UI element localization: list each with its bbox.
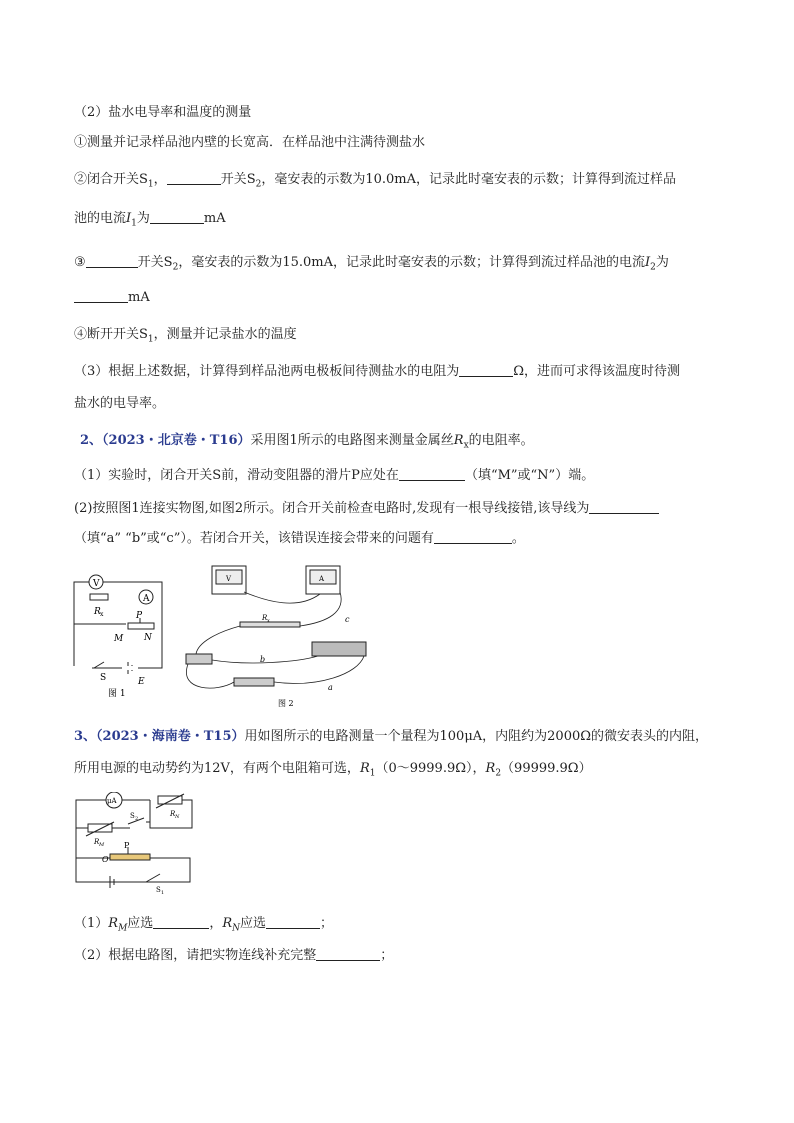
wire-a-label: a: [328, 683, 333, 692]
answer-blank[interactable]: [86, 253, 138, 268]
answer-blank[interactable]: [459, 362, 513, 377]
answer-blank[interactable]: [74, 288, 128, 303]
source-tag: （2023・海南卷・T15）: [96, 729, 245, 744]
p2-step2: ②闭合开关$S_1$， 开关$S_2$，毫安表的示数为10.0mA，记录此时毫安表的示数；计算得到流过样品: [74, 172, 676, 190]
q2-part2: (2)按照图1连接实物图,如图2所示。闭合开关前检查电路时,发现有一根导线接错,该导线为: [74, 499, 659, 519]
answer-blank[interactable]: [150, 209, 204, 224]
fig1-caption: 图 1: [108, 689, 126, 699]
svg-text:M: M: [114, 634, 124, 644]
apparatus-figure-2: [178, 562, 388, 710]
svg-text:1: 1: [161, 890, 165, 896]
svg-text:A: A: [319, 575, 325, 583]
answer-blank[interactable]: [266, 914, 320, 929]
q3-stem-cont: 所用电源的电动势约为12V，有两个电阻箱可选，$R_1(0\sim 9999.9\Omega)$，$R_2(99999.9\Omega)$: [74, 761, 592, 779]
svg-text:N: N: [144, 633, 152, 643]
svg-text:2: 2: [135, 816, 139, 822]
svg-text:R: R: [94, 838, 100, 846]
svg-text:R: R: [170, 810, 176, 818]
answer-blank[interactable]: [589, 499, 659, 514]
svg-text:P: P: [136, 611, 143, 621]
p2-step3-cont: mA: [74, 288, 150, 308]
p2-heading: （2）盐水电导率和温度的测量: [74, 105, 252, 120]
q2-part1: （1）实验时，闭合开关S前，滑动变阻器的滑片P应处在 （填“M”或“N”）端。: [74, 468, 595, 483]
voltmeter-label: V: [93, 579, 100, 589]
fig2-caption: 图 2: [278, 699, 294, 708]
p2-step3: ③ 开关$S_2$，毫安表的示数为15.0mA，记录此时毫安表的示数；计算得到流过样品池的电流$I_2$为: [74, 255, 669, 273]
answer-blank[interactable]: [167, 170, 221, 185]
svg-text:O: O: [102, 855, 109, 864]
svg-text:S: S: [156, 886, 161, 894]
svg-text:M: M: [99, 842, 105, 848]
answer-blank[interactable]: [399, 466, 465, 481]
circuit-figure-1: [66, 572, 178, 700]
svg-text:R: R: [94, 607, 101, 617]
ammeter-label: A: [143, 594, 150, 604]
wire-b-label: b: [260, 655, 266, 664]
svg-text:x: x: [100, 611, 104, 618]
microammeter-label: μA: [107, 797, 117, 805]
p2-step2-cont: 池的电流$I_1$为 mA: [74, 211, 226, 229]
q3-stem: 3、（2023・海南卷・T15）用如图所示的电路测量一个量程为100μA，内阻约为2000Ω的微安表头的内阻，: [74, 729, 709, 744]
answer-blank[interactable]: [434, 529, 512, 544]
q3-part1: $(1)R_M$应选 ，$R_N$应选 ；: [74, 916, 334, 934]
wire-c-label: c: [345, 615, 350, 624]
answer-blank[interactable]: [316, 946, 380, 961]
circuit-figure-3: [70, 792, 200, 896]
svg-text:S: S: [100, 673, 107, 683]
source-tag: （2023・北京卷・T16）: [102, 433, 251, 448]
q2-stem: 2、（2023・北京卷・T16）采用图1所示的电路图来测量金属丝$R_x$的电阻率。: [80, 433, 534, 451]
p2-step1: ①测量并记录样品池内壁的长宽高．在样品池中注满待测盐水: [74, 135, 426, 150]
p2-part3-cont: 盐水的电导率。: [74, 396, 166, 411]
svg-text:R: R: [262, 614, 268, 622]
svg-text:E: E: [138, 677, 145, 687]
p2-step4: ④断开开关$S_1$，测量并记录盐水的温度: [74, 327, 297, 345]
p2-part3: （3）根据上述数据，计算得到样品池两电极板间待测盐水的电阻为 Ω，进而可求得该温度时待测: [74, 364, 681, 379]
q3-part2: （2）根据电路图，请把实物连线补充完整 ；: [74, 948, 394, 963]
svg-text:N: N: [175, 814, 180, 820]
q2-part2-cont: （填“a” “b”或“c”）。若闭合开关，该错误连接会带来的问题有 。: [74, 531, 525, 546]
svg-text:V: V: [226, 575, 232, 583]
svg-text:x: x: [267, 618, 270, 624]
svg-text:P: P: [124, 841, 130, 850]
svg-text:S: S: [130, 812, 135, 820]
answer-blank[interactable]: [153, 914, 209, 929]
